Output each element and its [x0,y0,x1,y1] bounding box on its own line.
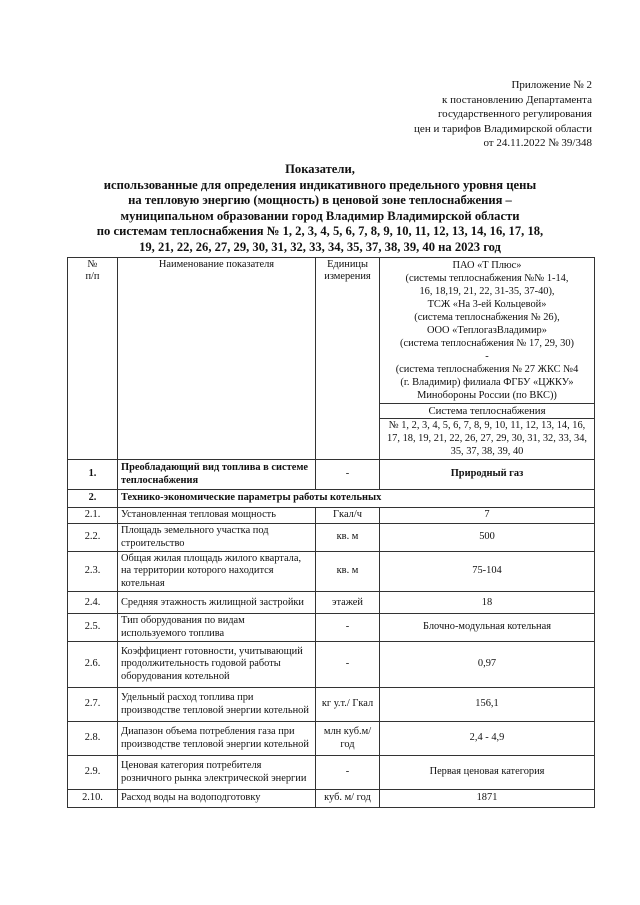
indicators-table [67,257,595,808]
indicator-name: Тип оборудования по видам используемого топлива [118,614,316,642]
indicator-value: 2,4 - 4,9 [380,722,595,756]
row-number: 2.3. [68,552,118,592]
indicator-value: 7 [380,508,595,524]
indicator-unit: - [316,460,380,490]
indicator-name: Диапазон объема потребления газа при производстве тепловой энергии котельной [118,722,316,756]
table-row [68,524,595,552]
organization-line: (системы теплоснабжения №№ 1-14, [405,273,569,284]
table-header-row [68,258,595,404]
indicator-value: 18 [380,592,595,614]
indicator-unit: Гкал/ч [316,508,380,524]
organization-line: ТСЖ «На 3-ей Кольцевой» [427,299,547,310]
organization-line: (система теплоснабжения № 26), [414,312,560,323]
appendix-line: от 24.11.2022 № 39/348 [483,137,592,150]
table-row [68,756,595,790]
row-number: 2.2. [68,524,118,552]
indicator-unit: кв. м [316,524,380,552]
section-title: Технико-экономические параметры работы котельных [118,490,595,508]
indicator-unit: кв. м [316,552,380,592]
header-unit: Единицы измерения [316,258,380,460]
indicator-name: Коэффициент готовности, учитывающий продолжительность годовой работы оборудования котельной [118,642,316,688]
header-system-numbers: № 1, 2, 3, 4, 5, 6, 7, 8, 9, 10, 11, 12, 13, 14, 16, 17, 18, 19, 21, 22, 26, 27, 29, 30, 31, 32, 33, 34, 35, 37, 38, 39, 40 [380,419,595,460]
title-line: муниципальном образовании город Владимир Владимирской области [120,208,520,223]
indicator-value: 156,1 [380,688,595,722]
title-line: на тепловую энергию (мощность) в ценовой зоне теплоснабжения – [128,193,512,208]
organization-line: - [485,351,489,362]
indicator-value: Природный газ [380,460,595,490]
row-number: 2.7. [68,688,118,722]
appendix-block [332,78,592,151]
organization-line: ПАО «Т Плюс» [452,260,522,271]
header-system-label: Система теплоснабжения [380,404,595,419]
indicator-name: Средняя этажность жилищной застройки [118,592,316,614]
indicator-value: 0,97 [380,642,595,688]
indicator-unit: млн куб.м/ год [316,722,380,756]
organization-line: 16, 18,19, 21, 22, 31-35, 37-40), [419,286,555,297]
table-row [68,552,595,592]
indicator-unit: кг у.т./ Гкал [316,688,380,722]
appendix-line: к постановлению Департамента [441,93,592,106]
appendix-line: цен и тарифов Владимирской области [414,122,592,135]
header-organizations [380,258,595,404]
indicator-value: 500 [380,524,595,552]
title-line: Показатели, [285,162,355,176]
title-line: 19, 21, 22, 26, 27, 29, 30, 31, 32, 33, 34, 35, 37, 38, 39, 40 на 2023 год [139,239,501,254]
table-row [68,688,595,722]
indicator-value: 1871 [380,790,595,808]
title-line: по системам теплоснабжения № 1, 2, 3, 4, 5, 6, 7, 8, 9, 10, 11, 12, 13, 14, 16, 17, 18, [96,224,544,239]
indicator-unit: этажей [316,592,380,614]
header-num: № п/п [68,258,118,460]
indicator-name: Площадь земельного участка под строительство [118,524,316,552]
row-number: 2. [68,490,118,508]
indicator-name: Общая жилая площадь жилого квартала, на территории которого находится котельная [118,552,316,592]
row-number: 1. [68,460,118,490]
title-line: использованные для определения индикативного предельного уровня цены [103,177,537,192]
indicator-name: Ценовая категория потребителя розничного рынка электрической энергии [118,756,316,790]
table-row [68,460,595,490]
row-number: 2.5. [68,614,118,642]
table-row [68,508,595,524]
table-row [68,592,595,614]
document-title [0,162,640,256]
row-number: 2.8. [68,722,118,756]
organization-line: Минобороны России (по ВКС)) [417,390,557,401]
indicator-name: Удельный расход топлива при производстве тепловой энергии котельной [118,688,316,722]
table-row [68,790,595,808]
indicator-unit: куб. м/ год [316,790,380,808]
indicator-name: Преобладающий вид топлива в системе теплоснабжения [118,460,316,490]
indicator-value: Первая ценовая категория [380,756,595,790]
table-row [68,722,595,756]
table-row [68,490,595,508]
appendix-line: государственного регулирования [437,108,592,121]
indicator-name: Установленная тепловая мощность [118,508,316,524]
indicator-value: 75-104 [380,552,595,592]
header-name: Наименование показателя [118,258,316,460]
indicator-name: Расход воды на водоподготовку [118,790,316,808]
organization-line: (г. Владимир) филиала ФГБУ «ЦЖКУ» [400,377,574,388]
row-number: 2.1. [68,508,118,524]
indicator-unit: - [316,614,380,642]
table-row [68,642,595,688]
row-number: 2.10. [68,790,118,808]
indicator-unit: - [316,642,380,688]
indicator-unit: - [316,756,380,790]
appendix-line: Приложение № 2 [511,79,592,91]
indicator-value: Блочно-модульная котельная [380,614,595,642]
row-number: 2.4. [68,592,118,614]
organization-line: (система теплоснабжения № 27 ЖКС №4 [395,364,579,375]
organization-line: (система теплоснабжения № 17, 29, 30) [400,338,574,349]
organization-line: ООО «ТеплогазВладимир» [427,325,547,336]
row-number: 2.6. [68,642,118,688]
row-number: 2.9. [68,756,118,790]
table-row [68,614,595,642]
